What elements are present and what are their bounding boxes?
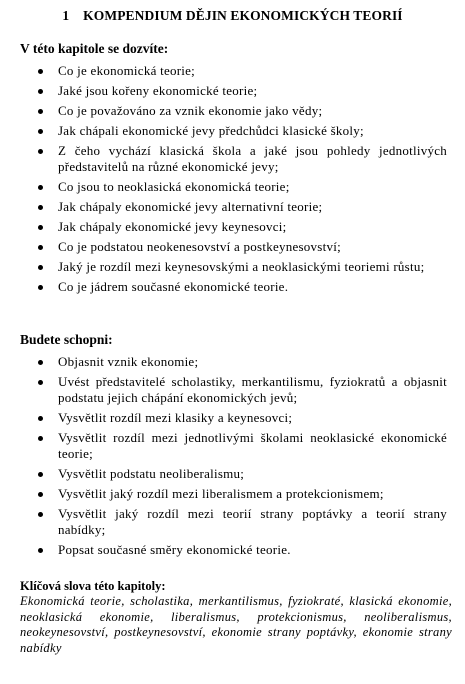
bullet-icon bbox=[38, 205, 43, 210]
able-heading: Budete schopni: bbox=[20, 332, 113, 347]
list-item bbox=[0, 179, 465, 195]
list-item-text: Vysvětlit jaký rozdíl mezi liberalismem a protekcionismem; bbox=[58, 486, 384, 501]
list-item bbox=[0, 279, 465, 295]
keywords-heading: Klíčová slova této kapitoly: bbox=[20, 579, 166, 593]
list-item-text: Co je podstatou neokenesovství a postkeynesovství; bbox=[58, 239, 341, 254]
bullet-icon bbox=[38, 416, 43, 421]
list-item bbox=[0, 239, 465, 255]
list-item-text: Uvést představitelé scholastiky, merkantilismu, fyziokratů a objasnit podstatu jejich chápání ekonomických jevů; bbox=[58, 374, 447, 405]
list-item-text: Vysvětlit podstatu neoliberalismu; bbox=[58, 466, 245, 481]
bullet-icon bbox=[38, 109, 43, 114]
learn-heading: V této kapitole se dozvíte: bbox=[20, 41, 169, 56]
keywords-text: Ekonomická teorie, scholastika, merkantilismus, fyziokraté, klasická ekonomie, neoklasická ekonomie, liberalismus, protekcionismus, neoliberalismus, neokeynesovství, postkeynesovství, ekonomie strany poptávky, ekonomie strany nabídky bbox=[20, 594, 452, 655]
list-item bbox=[0, 83, 465, 99]
bullet-icon bbox=[38, 69, 43, 74]
bullet-icon bbox=[38, 129, 43, 134]
chapter-number: 1 bbox=[62, 8, 70, 23]
bullet-icon bbox=[38, 149, 43, 154]
list-item bbox=[0, 374, 465, 406]
learn-list bbox=[0, 63, 465, 299]
list-item bbox=[0, 410, 465, 426]
bullet-icon bbox=[38, 492, 43, 497]
bullet-icon bbox=[38, 265, 43, 270]
list-item-text: Vysvětlit jaký rozdíl mezi teorií strany poptávky a teorií strany nabídky; bbox=[58, 506, 447, 537]
able-list bbox=[0, 354, 465, 562]
list-item-text: Objasnit vznik ekonomie; bbox=[58, 354, 199, 369]
list-item-text: Co jsou to neoklasická ekonomická teorie; bbox=[58, 179, 290, 194]
list-item bbox=[0, 506, 465, 538]
bullet-icon bbox=[38, 512, 43, 517]
list-item-text: Jaký je rozdíl mezi keynesovskými a neoklasickými teoriemi růstu; bbox=[58, 259, 425, 274]
bullet-icon bbox=[38, 360, 43, 365]
list-item-text: Co je považováno za vznik ekonomie jako vědy; bbox=[58, 103, 323, 118]
list-item bbox=[0, 143, 465, 175]
list-item-text: Vysvětlit rozdíl mezi jednotlivými školami neoklasické ekonomické teorie; bbox=[58, 430, 447, 461]
list-item bbox=[0, 103, 465, 119]
list-item-text: Z čeho vychází klasická škola a jaké jsou pohledy jednotlivých představitelů na různé ekonomické jevy; bbox=[58, 143, 447, 174]
chapter-title-text: KOMPENDIUM DĚJIN EKONOMICKÝCH TEORIÍ bbox=[83, 8, 403, 23]
list-item bbox=[0, 259, 465, 275]
list-item bbox=[0, 486, 465, 502]
list-item-text: Popsat současné směry ekonomické teorie. bbox=[58, 542, 291, 557]
bullet-icon bbox=[38, 380, 43, 385]
list-item bbox=[0, 199, 465, 215]
list-item bbox=[0, 466, 465, 482]
list-item bbox=[0, 123, 465, 139]
list-item-text: Vysvětlit rozdíl mezi klasiky a keynesovci; bbox=[58, 410, 293, 425]
list-item bbox=[0, 542, 465, 558]
bullet-icon bbox=[38, 436, 43, 441]
chapter-title bbox=[0, 8, 465, 24]
list-item-text: Jak chápaly ekonomické jevy keynesovci; bbox=[58, 219, 287, 234]
bullet-icon bbox=[38, 225, 43, 230]
list-item bbox=[0, 63, 465, 79]
list-item-text: Co je jádrem současné ekonomické teorie. bbox=[58, 279, 289, 294]
bullet-icon bbox=[38, 245, 43, 250]
list-item bbox=[0, 219, 465, 235]
list-item-text: Jaké jsou kořeny ekonomické teorie; bbox=[58, 83, 258, 98]
list-item-text: Jak chápali ekonomické jevy předchůdci klasické školy; bbox=[58, 123, 364, 138]
list-item bbox=[0, 430, 465, 462]
bullet-icon bbox=[38, 185, 43, 190]
list-item bbox=[0, 354, 465, 370]
bullet-icon bbox=[38, 548, 43, 553]
bullet-icon bbox=[38, 89, 43, 94]
bullet-icon bbox=[38, 472, 43, 477]
list-item-text: Co je ekonomická teorie; bbox=[58, 63, 196, 78]
bullet-icon bbox=[38, 285, 43, 290]
list-item-text: Jak chápaly ekonomické jevy alternativní teorie; bbox=[58, 199, 323, 214]
